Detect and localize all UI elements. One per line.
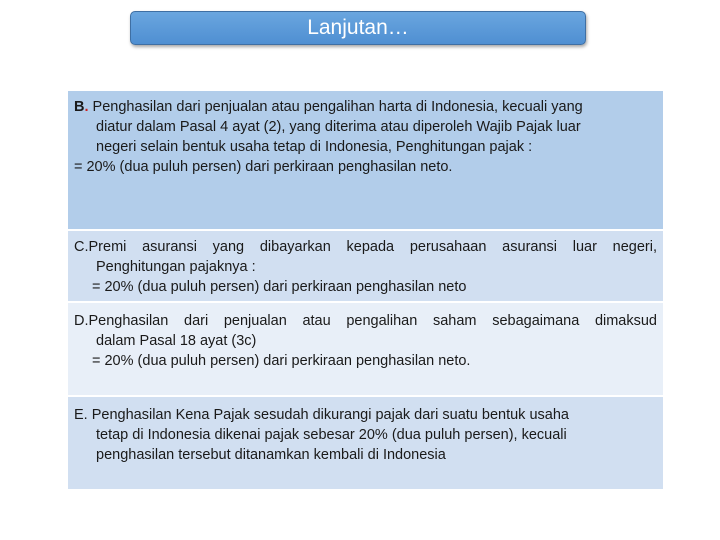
item-e-line-3: penghasilan tersebut ditanamkan kembali di Indonesia: [96, 447, 446, 463]
content-table: [68, 91, 663, 491]
item-b-line-4: = 20% (dua puluh persen) dari perkiraan penghasilan neto.: [74, 159, 453, 175]
item-e-line-2: tetap di Indonesia dikenai pajak sebesar 20% (dua puluh persen), kecuali: [96, 427, 567, 443]
item-c-line-2: Penghitungan pajaknya :: [96, 259, 256, 275]
item-c-line-3: = 20% (dua puluh persen) dari perkiraan penghasilan neto: [92, 279, 467, 295]
slide-title: Lanjutan…: [130, 11, 586, 45]
item-d-line-1: D.Penghasilan dari penjualan atau pengalihan saham sebagaimana dimaksud: [74, 313, 657, 329]
item-c: [68, 231, 663, 303]
item-b-line-1: [74, 97, 657, 117]
item-b-dot: .: [84, 99, 89, 115]
item-b: [68, 91, 663, 231]
item-b-line-3: negeri selain bentuk usaha tetap di Indonesia, Penghitungan pajak :: [96, 139, 533, 155]
item-b-text-1: Penghasilan dari penjualan atau pengalihan harta di Indonesia, kecuali yang: [88, 99, 583, 115]
item-d: [68, 303, 663, 397]
item-b-line-2: diatur dalam Pasal 4 ayat (2), yang diterima atau diperoleh Wajib Pajak luar: [96, 119, 581, 135]
item-c-line-1: C.Premi asuransi yang dibayarkan kepada perusahaan asuransi luar negeri,: [74, 239, 657, 255]
item-e: [68, 397, 663, 491]
item-d-line-2: dalam Pasal 18 ayat (3c): [96, 333, 257, 349]
item-d-line-3: = 20% (dua puluh persen) dari perkiraan penghasilan neto.: [92, 353, 471, 369]
item-b-letter: B: [74, 99, 85, 115]
item-e-line-1: E. Penghasilan Kena Pajak sesudah dikurangi pajak dari suatu bentuk usaha: [74, 407, 569, 423]
